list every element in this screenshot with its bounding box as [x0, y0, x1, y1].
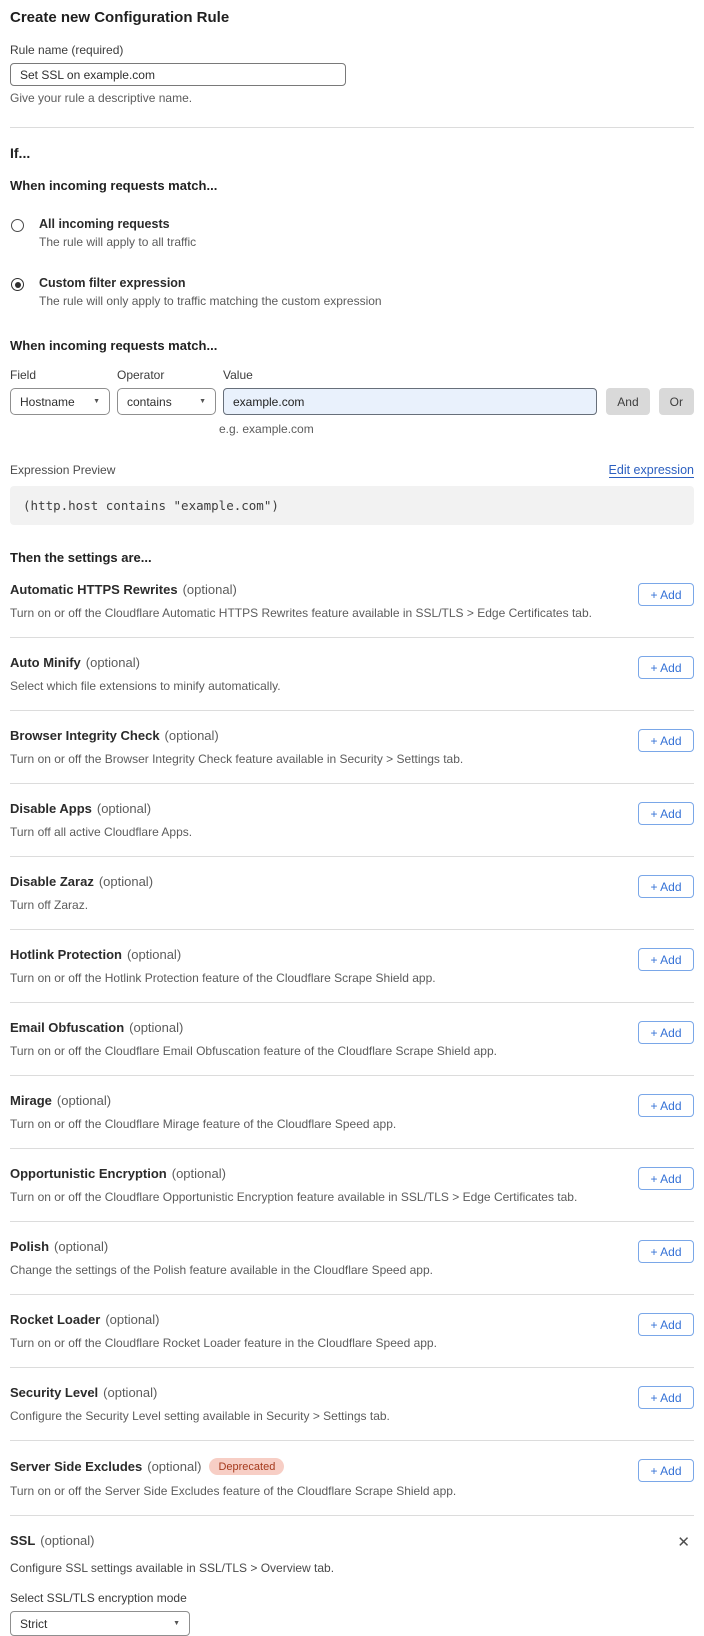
setting-description: Turn on or off the Cloudflare Opportunistic Encryption feature available in SSL/TLS > Edge Certificates tab. [10, 1190, 578, 1204]
optional-label: (optional) [129, 1020, 184, 1035]
setting-item [10, 1368, 694, 1441]
setting-item [10, 638, 694, 711]
setting-item [10, 565, 694, 638]
setting-name: Email Obfuscation [10, 1020, 125, 1035]
builder-heading: When incoming requests match... [10, 338, 218, 353]
ssl-mode-select-value: Strict [20, 1616, 48, 1631]
chevron-down-icon: ▼ [173, 1620, 180, 1627]
chevron-down-icon: ▼ [93, 398, 100, 405]
ssl-mode-select[interactable] [10, 1611, 190, 1636]
optional-label: (optional) [96, 801, 152, 816]
radio-description: The rule will apply to all traffic [39, 235, 197, 249]
optional-label: (optional) [40, 1533, 95, 1548]
optional-label: (optional) [56, 1093, 112, 1108]
operator-label: Operator [117, 368, 165, 382]
setting-name: Hotlink Protection [10, 947, 122, 962]
expression-preview-label: Expression Preview [10, 463, 116, 477]
setting-name: Security Level [10, 1385, 99, 1400]
match-heading: When incoming requests match... [10, 178, 218, 193]
setting-item [10, 1149, 694, 1222]
field-select[interactable] [10, 388, 110, 415]
optional-label: (optional) [147, 1459, 202, 1474]
setting-description: Turn on or off the Cloudflare Mirage feature of the Cloudflare Speed app. [10, 1117, 397, 1131]
setting-description: Configure the Security Level setting available in Security > Settings tab. [10, 1409, 390, 1423]
setting-item [10, 1076, 694, 1149]
add-button[interactable]: + Add [638, 1094, 694, 1117]
add-button[interactable]: + Add [638, 802, 694, 825]
ssl-mode-label: Select SSL/TLS encryption mode [10, 1591, 187, 1605]
setting-item [10, 930, 694, 1003]
section-divider [10, 127, 694, 128]
radio-description: The rule will only apply to traffic matching the custom expression [39, 294, 382, 308]
rule-name-label: Rule name (required) [10, 43, 124, 57]
setting-name: Server Side Excludes [10, 1459, 143, 1474]
add-button[interactable]: + Add [638, 1386, 694, 1409]
value-helper: e.g. example.com [219, 422, 314, 436]
setting-description: Turn on or off the Cloudflare Email Obfuscation feature of the Cloudflare Scrape Shield app. [10, 1044, 497, 1058]
value-input[interactable] [223, 388, 597, 415]
setting-name: Opportunistic Encryption [10, 1166, 167, 1181]
setting-description: Turn off Zaraz. [10, 898, 89, 912]
setting-name: Automatic HTTPS Rewrites [10, 582, 178, 597]
optional-label: (optional) [171, 1166, 226, 1181]
expression-builder [10, 368, 694, 436]
settings-list [10, 565, 694, 1516]
add-button[interactable]: + Add [638, 1167, 694, 1190]
operator-select-value: contains [127, 394, 172, 409]
add-button[interactable]: + Add [638, 729, 694, 752]
setting-name: Mirage [10, 1093, 52, 1108]
add-button[interactable]: + Add [638, 875, 694, 898]
setting-name: Rocket Loader [10, 1312, 101, 1327]
setting-name: Browser Integrity Check [10, 728, 160, 743]
close-icon[interactable]: ✕ [673, 1533, 694, 1552]
page-title: Create new Configuration Rule [10, 9, 230, 26]
setting-description: Turn on or off the Hotlink Protection feature of the Cloudflare Scrape Shield app. [10, 971, 436, 985]
radio-label: Custom filter expression [39, 276, 186, 290]
setting-description: Select which file extensions to minify automatically. [10, 679, 281, 693]
optional-label: (optional) [126, 947, 182, 962]
then-settings-heading: Then the settings are... [10, 550, 152, 565]
setting-item [10, 1003, 694, 1076]
optional-label: (optional) [164, 728, 219, 743]
setting-description: Turn on or off the Server Side Excludes feature of the Cloudflare Scrape Shield app. [10, 1484, 457, 1498]
setting-name: Disable Apps [10, 801, 92, 816]
add-button[interactable]: + Add [638, 948, 694, 971]
radio-label: All incoming requests [39, 217, 170, 231]
add-button[interactable]: + Add [638, 583, 694, 606]
optional-label: (optional) [105, 1312, 160, 1327]
chevron-down-icon: ▼ [199, 398, 206, 405]
setting-description: Turn on or off the Cloudflare Automatic HTTPS Rewrites feature available in SSL/TLS > Edge Certificates tab. [10, 606, 592, 620]
ssl-setting-expanded [10, 1516, 694, 1636]
setting-name: Polish [10, 1239, 50, 1254]
setting-item [10, 1295, 694, 1368]
radio-selected-icon[interactable] [11, 278, 24, 291]
setting-description: Turn on or off the Cloudflare Rocket Loader feature in the Cloudflare Speed app. [10, 1336, 437, 1350]
add-button[interactable]: + Add [638, 1313, 694, 1336]
setting-item [10, 784, 694, 857]
radio-custom-filter-expression[interactable] [10, 276, 694, 308]
value-label: Value [223, 368, 253, 382]
add-button[interactable]: + Add [638, 656, 694, 679]
setting-item [10, 857, 694, 930]
ssl-description: Configure SSL settings available in SSL/TLS > Overview tab. [10, 1561, 335, 1575]
deprecated-badge: Deprecated [209, 1458, 284, 1475]
or-button[interactable]: Or [659, 388, 694, 415]
setting-name: Disable Zaraz [10, 874, 94, 889]
setting-item [10, 1441, 694, 1516]
field-select-value: Hostname [20, 394, 75, 409]
add-button[interactable]: + Add [638, 1240, 694, 1263]
and-button[interactable]: And [606, 388, 649, 415]
optional-label: (optional) [103, 1385, 158, 1400]
setting-description: Turn off all active Cloudflare Apps. [10, 825, 193, 839]
setting-item [10, 711, 694, 784]
setting-name: Auto Minify [10, 655, 81, 670]
expression-preview-code: (http.host contains "example.com") [10, 486, 694, 525]
setting-description: Change the settings of the Polish feature available in the Cloudflare Speed app. [10, 1263, 433, 1277]
edit-expression-link[interactable]: Edit expression [608, 463, 694, 477]
rule-name-input[interactable] [10, 63, 346, 86]
setting-item [10, 1222, 694, 1295]
field-label: Field [10, 368, 37, 382]
radio-unselected-icon[interactable] [11, 219, 24, 232]
add-button[interactable]: + Add [638, 1459, 694, 1482]
operator-select[interactable] [117, 388, 216, 415]
optional-label: (optional) [54, 1239, 109, 1254]
if-heading: If... [10, 145, 31, 161]
add-button[interactable]: + Add [638, 1021, 694, 1044]
optional-label: (optional) [85, 655, 140, 670]
rule-name-helper: Give your rule a descriptive name. [10, 91, 193, 105]
setting-description: Turn on or off the Browser Integrity Check feature available in Security > Settings tab. [10, 752, 464, 766]
setting-name: SSL [10, 1533, 36, 1548]
optional-label: (optional) [98, 874, 154, 889]
radio-all-incoming-requests[interactable] [10, 217, 694, 249]
optional-label: (optional) [182, 582, 237, 597]
